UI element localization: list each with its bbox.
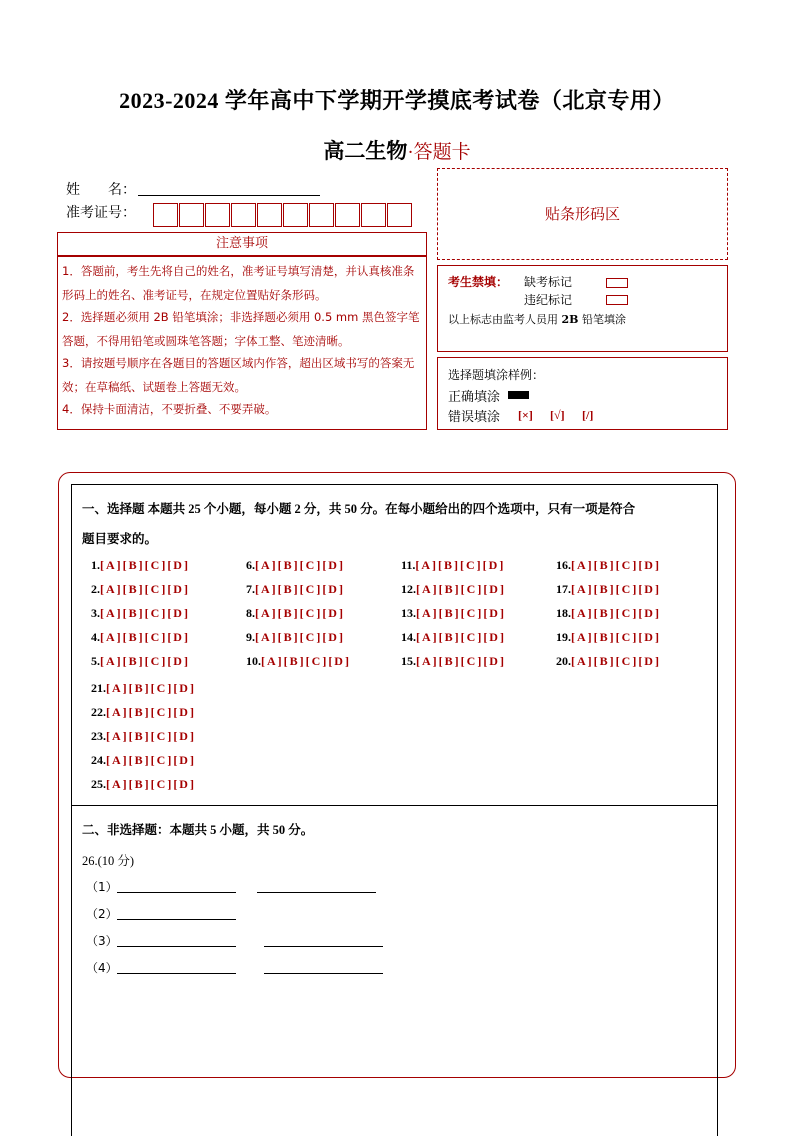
question-number: 17. bbox=[556, 582, 571, 596]
answer-options[interactable]: [A][B][C][D] bbox=[255, 630, 345, 644]
choice-question[interactable] bbox=[246, 558, 345, 573]
correct-fill-sample bbox=[508, 391, 529, 399]
choice-question[interactable] bbox=[556, 630, 661, 645]
forbidden-note-prefix: 以上标志由监考人员用 bbox=[448, 313, 558, 326]
part-3-label: （3） bbox=[86, 934, 118, 948]
question-number: 21. bbox=[91, 681, 106, 695]
answer-options[interactable]: [A][B][C][D] bbox=[255, 582, 345, 596]
id-digit-box[interactable] bbox=[205, 203, 230, 227]
choice-question[interactable] bbox=[246, 606, 345, 621]
question-number: 18. bbox=[556, 606, 571, 620]
notice-item-3: 3．请按题号顺序在各题目的答题区域内作答，超出区域书写的答案无效；在草稿纸、试题卷上答题无效。 bbox=[62, 356, 415, 394]
choice-question[interactable] bbox=[91, 654, 190, 669]
subject-title bbox=[0, 135, 794, 165]
forbidden-note-suffix: 铅笔填涂 bbox=[581, 313, 626, 326]
forbidden-note-bold: 2B bbox=[561, 313, 579, 326]
id-digit-box[interactable] bbox=[361, 203, 386, 227]
section2-heading: 二、非选择题：本题共 5 小题，共 50 分。 bbox=[82, 823, 314, 837]
question-number: 24. bbox=[91, 753, 106, 767]
fill-sample-box bbox=[437, 357, 728, 430]
choice-question[interactable] bbox=[401, 654, 506, 669]
question-number: 20. bbox=[556, 654, 571, 668]
choice-question[interactable] bbox=[401, 582, 506, 597]
answer-options[interactable]: [A][B][C][D] bbox=[106, 729, 196, 743]
choice-question[interactable] bbox=[246, 582, 345, 597]
question-number: 25. bbox=[91, 777, 106, 791]
id-digit-box[interactable] bbox=[335, 203, 360, 227]
choice-question[interactable] bbox=[91, 705, 196, 720]
section2-box bbox=[71, 806, 718, 1136]
answer-options[interactable]: [A][B][C][D] bbox=[416, 630, 506, 644]
wrong-mark-1: [×] bbox=[518, 408, 533, 422]
question-number: 19. bbox=[556, 630, 571, 644]
question-number: 23. bbox=[91, 729, 106, 743]
id-digit-box[interactable] bbox=[231, 203, 256, 227]
fill-sample-title: 选择题填涂样例： bbox=[448, 368, 545, 382]
question-number: 22. bbox=[91, 705, 106, 719]
answer-options[interactable]: [A][B][C][D] bbox=[416, 606, 506, 620]
choice-question[interactable] bbox=[556, 654, 661, 669]
answer-options[interactable]: [A][B][C][D] bbox=[571, 630, 661, 644]
answer-options[interactable]: [A][B][C][D] bbox=[415, 558, 506, 572]
part-4-label: （4） bbox=[86, 961, 118, 975]
answer-options[interactable]: [A][B][C][D] bbox=[100, 606, 190, 620]
id-digit-box[interactable] bbox=[283, 203, 308, 227]
id-digit-box[interactable] bbox=[153, 203, 178, 227]
id-digit-box[interactable] bbox=[309, 203, 334, 227]
answer-options[interactable]: [A][B][C][D] bbox=[255, 606, 345, 620]
answer-options[interactable]: [A][B][C][D] bbox=[100, 558, 190, 572]
answer-options[interactable]: [A][B][C][D] bbox=[106, 705, 196, 719]
notice-item-2: 2．选择题必须用 2B 铅笔填涂；非选择题必须用 0.5 mm 黑色签字笔答题，不得用铅笔或圆珠笔答题；字体工整、笔迹清晰。 bbox=[62, 310, 420, 348]
barcode-area bbox=[437, 168, 728, 260]
choice-question[interactable] bbox=[91, 630, 190, 645]
question-number: 13. bbox=[401, 606, 416, 620]
part-2-blank[interactable] bbox=[117, 919, 236, 920]
answer-options[interactable]: [A][B][C][D] bbox=[106, 753, 196, 767]
choice-question[interactable] bbox=[91, 753, 196, 768]
wrong-fill-label: 错误填涂 bbox=[448, 410, 501, 425]
part-3-blank-a[interactable] bbox=[117, 946, 236, 947]
question-number: 11. bbox=[401, 558, 416, 572]
q26-label: 26.(10 分) bbox=[82, 854, 135, 868]
answer-options[interactable]: [A][B][C][D] bbox=[100, 630, 190, 644]
choice-question[interactable] bbox=[91, 777, 196, 792]
part-4-blank-a[interactable] bbox=[117, 973, 236, 974]
choice-question[interactable] bbox=[556, 558, 661, 573]
choice-question[interactable] bbox=[246, 654, 351, 669]
choice-question[interactable] bbox=[91, 681, 196, 696]
question-number: 12. bbox=[401, 582, 416, 596]
choice-question[interactable] bbox=[91, 606, 190, 621]
part-2-label: （2） bbox=[86, 907, 118, 921]
answer-options[interactable]: [A][B][C][D] bbox=[571, 606, 661, 620]
id-digit-box[interactable] bbox=[179, 203, 204, 227]
answer-options[interactable]: [A][B][C][D] bbox=[106, 777, 196, 791]
answer-options[interactable]: [A][B][C][D] bbox=[261, 654, 351, 668]
section1-heading-2: 题目要求的。 bbox=[82, 532, 158, 546]
choice-question[interactable] bbox=[246, 630, 345, 645]
absent-mark-box[interactable] bbox=[606, 278, 628, 288]
question-number: 1. bbox=[91, 558, 100, 572]
forbidden-label: 考生禁填： bbox=[448, 275, 509, 289]
absent-label: 缺考标记 bbox=[524, 275, 573, 289]
question-number: 16. bbox=[556, 558, 571, 572]
page-title: 2023-2024 学年高中下学期开学摸底考试卷（北京专用） bbox=[119, 88, 675, 113]
question-number: 3. bbox=[91, 606, 100, 620]
barcode-label: 贴条形码区 bbox=[544, 205, 620, 223]
correct-fill-label: 正确填涂 bbox=[448, 390, 501, 405]
choice-question[interactable] bbox=[556, 582, 661, 597]
id-digit-box[interactable] bbox=[387, 203, 412, 227]
part-4-blank-b[interactable] bbox=[264, 973, 383, 974]
question-number: 6. bbox=[246, 558, 255, 572]
answer-options[interactable]: [A][B][C][D] bbox=[416, 654, 506, 668]
question-number: 7. bbox=[246, 582, 255, 596]
question-number: 10. bbox=[246, 654, 261, 668]
notice-title-box bbox=[57, 232, 427, 256]
choice-question[interactable] bbox=[91, 729, 196, 744]
name-field[interactable] bbox=[138, 195, 320, 196]
id-label: 准考证号： bbox=[66, 205, 136, 221]
answer-options[interactable]: [A][B][C][D] bbox=[100, 582, 190, 596]
notice-item-1: 1．答题前，考生先将自己的姓名，准考证号填写清楚，并认真核准条形码上的姓名、准考证号，在规定位置贴好条形码。 bbox=[62, 264, 415, 302]
part-1-label: （1） bbox=[86, 880, 118, 894]
part-1-blank-a[interactable] bbox=[117, 892, 236, 893]
wrong-mark-2: [√] bbox=[550, 408, 565, 422]
question-number: 9. bbox=[246, 630, 255, 644]
question-number: 4. bbox=[91, 630, 100, 644]
notice-item-4: 4．保持卡面清洁，不要折叠、不要弄破。 bbox=[62, 402, 277, 416]
answer-options[interactable]: [A][B][C][D] bbox=[571, 654, 661, 668]
part-1-blank-b[interactable] bbox=[257, 892, 376, 893]
id-digit-box[interactable] bbox=[257, 203, 282, 227]
choice-question[interactable] bbox=[556, 606, 661, 621]
answer-options[interactable]: [A][B][C][D] bbox=[571, 558, 661, 572]
name-label: 姓 名： bbox=[66, 182, 136, 198]
choice-question[interactable] bbox=[401, 558, 505, 573]
card-label: ·答题卡 bbox=[407, 142, 471, 163]
choice-question[interactable] bbox=[91, 582, 190, 597]
question-number: 15. bbox=[401, 654, 416, 668]
answer-options[interactable]: [A][B][C][D] bbox=[571, 582, 661, 596]
question-number: 14. bbox=[401, 630, 416, 644]
wrong-mark-3: [/] bbox=[582, 408, 594, 422]
forbidden-box bbox=[437, 265, 728, 352]
choice-question[interactable] bbox=[401, 606, 506, 621]
answer-options[interactable]: [A][B][C][D] bbox=[100, 654, 190, 668]
choice-question[interactable] bbox=[91, 558, 190, 573]
question-number: 8. bbox=[246, 606, 255, 620]
section1-heading-1: 一、选择题 本题共 25 个小题，每小题 2 分，共 50 分。在每小题给出的四个选项中，只有一项是符合 bbox=[82, 502, 636, 516]
question-number: 5. bbox=[91, 654, 100, 668]
part-3-blank-b[interactable] bbox=[264, 946, 383, 947]
subject-name: 高二生物 bbox=[323, 139, 408, 163]
answer-options[interactable]: [A][B][C][D] bbox=[416, 582, 506, 596]
choice-question[interactable] bbox=[401, 630, 506, 645]
violation-label: 违纪标记 bbox=[524, 293, 573, 307]
answer-options[interactable]: [A][B][C][D] bbox=[255, 558, 345, 572]
answer-options[interactable]: [A][B][C][D] bbox=[106, 681, 196, 695]
violation-mark-box[interactable] bbox=[606, 295, 628, 305]
question-number: 2. bbox=[91, 582, 100, 596]
notice-title: 注意事项 bbox=[215, 236, 268, 251]
forbidden-note bbox=[448, 311, 626, 327]
